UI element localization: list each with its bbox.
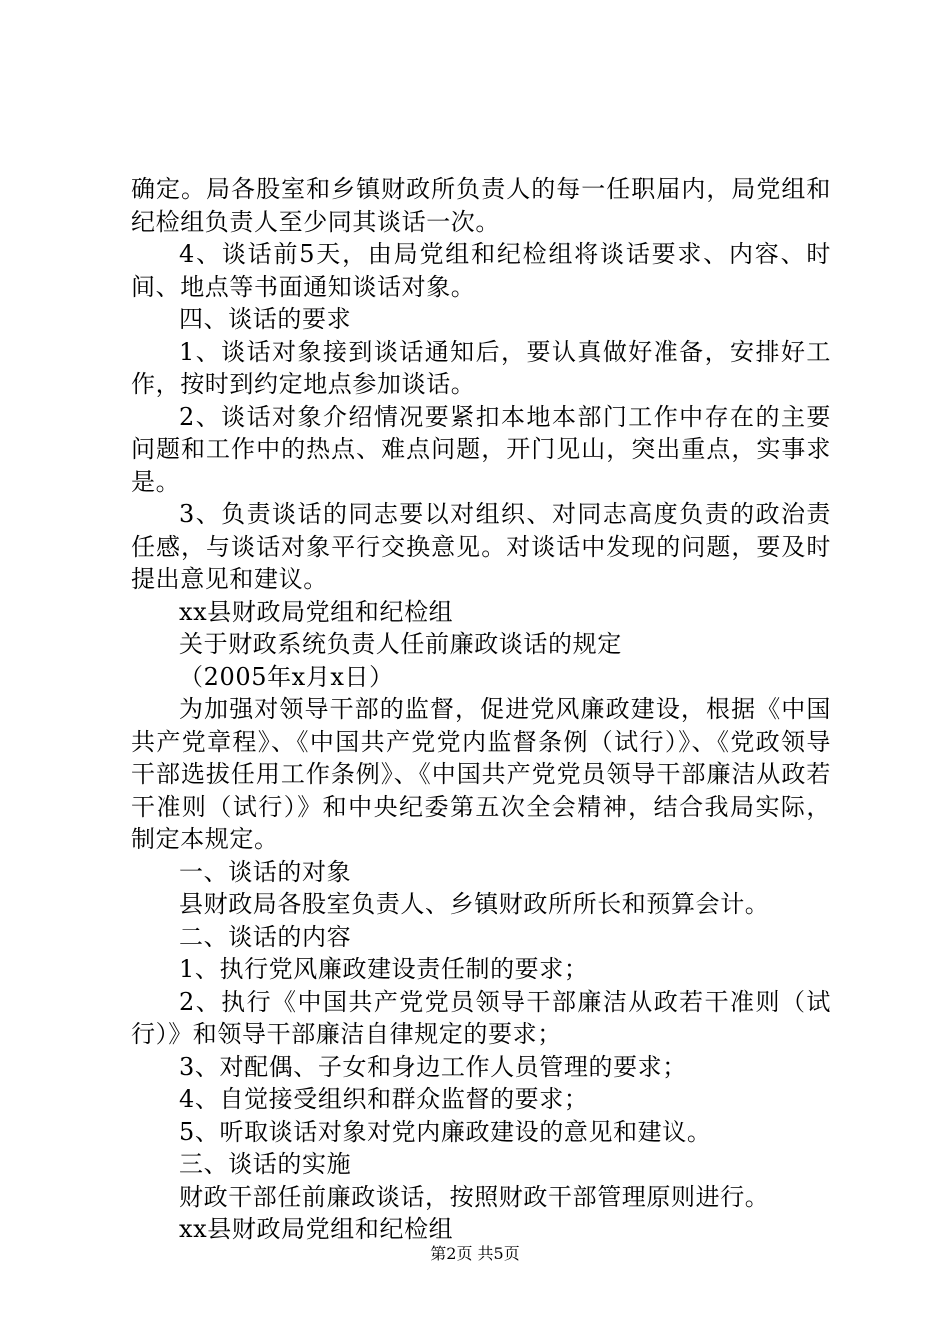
document-body — [131, 173, 831, 1246]
list-item: 4、自觉接受组织和群众监督的要求； — [179, 1085, 589, 1113]
list-item: 1、执行党风廉政建设责任制的要求； — [179, 955, 589, 983]
signature-line: xx县财政局党组和纪检组 — [179, 597, 454, 626]
paragraph: 4、谈话前5天，由局党组和纪检组将谈话要求、内容、时间、地点等书面通知谈话对象。 — [131, 240, 831, 301]
document-title: 关于财政系统负责人任前廉政谈话的规定 — [179, 630, 622, 658]
paragraph: 3、负责谈话的同志要以对组织、对同志高度负责的政治责任感，与谈话对象平行交换意见。对谈话中发现的问题，要及时提出意见和建议。 — [131, 500, 831, 593]
paragraph: 确定。局各股室和乡镇财政所负责人的每一任职届内，局党组和纪检组负责人至少同其谈话一次。 — [131, 175, 831, 236]
section-heading: 一、谈话的对象 — [179, 857, 352, 886]
list-item: 2、执行《中国共产党党员领导干部廉洁从政若干准则（试行）》和领导干部廉洁自律规定的要求； — [131, 987, 831, 1048]
section-heading: 三、谈话的实施 — [179, 1150, 352, 1178]
signature-line: xx县财政局党组和纪检组 — [179, 1215, 454, 1243]
list-item: 3、对配偶、子女和身边工作人员管理的要求； — [179, 1052, 687, 1081]
list-item: 5、听取谈话对象对党内廉政建设的意见和建议。 — [179, 1117, 712, 1146]
paragraph: 财政干部任前廉政谈话，按照财政干部管理原则进行。 — [179, 1182, 770, 1211]
section-heading: 四、谈话的要求 — [179, 305, 352, 333]
page-number: 第2页 共5页 — [430, 1244, 520, 1263]
page-footer — [0, 1244, 950, 1264]
paragraph: 1、谈话对象接到谈话通知后，要认真做好准备，安排好工作，按时到约定地点参加谈话。 — [131, 337, 831, 398]
paragraph: 为加强对领导干部的监督，促进党风廉政建设，根据《中国共产党章程》、《中国共产党党内监督条例（试行）》、《党政领导干部选拔任用工作条例》、《中国共产党党员领导干部廉洁从政若干准则（试行）》和中央纪委第五次全会精神，结合我局实际，制定本规定。 — [131, 695, 831, 853]
section-heading: 二、谈话的内容 — [179, 922, 352, 951]
paragraph: 县财政局各股室负责人、乡镇财政所所长和预算会计。 — [179, 890, 770, 918]
document-date: （2005年x月x日） — [179, 662, 394, 691]
paragraph: 2、谈话对象介绍情况要紧扣本地本部门工作中存在的主要问题和工作中的热点、难点问题，开门见山，突出重点，实事求是。 — [131, 402, 831, 496]
